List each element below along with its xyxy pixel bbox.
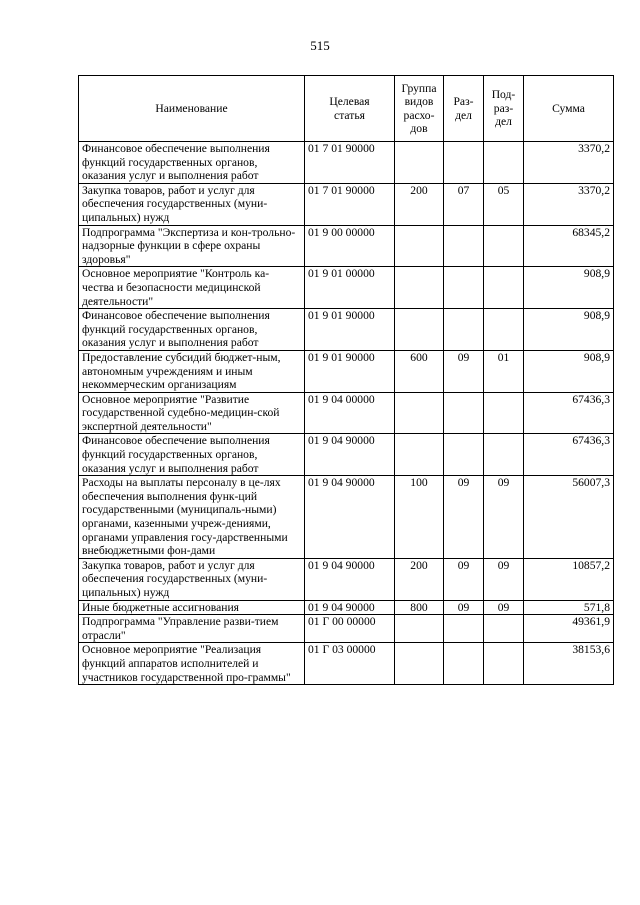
row-sum: 56007,3 <box>524 476 614 559</box>
row-sum: 67436,3 <box>524 392 614 434</box>
row-name: Закупка товаров, работ и услуг для обеспечения государственных (муни-ципальных) нужд <box>79 183 305 225</box>
row-expense-group: 200 <box>395 183 444 225</box>
row-name: Подпрограмма "Управление разви-тием отрасли" <box>79 615 305 643</box>
table-row <box>79 267 614 309</box>
row-section: 09 <box>444 350 484 392</box>
row-subsection: 09 <box>484 558 524 600</box>
row-sum: 571,8 <box>524 600 614 615</box>
row-target-article: 01 9 04 90000 <box>305 558 395 600</box>
header-name: Наименование <box>79 76 305 142</box>
row-subsection <box>484 615 524 643</box>
row-name: Иные бюджетные ассигнования <box>79 600 305 615</box>
row-expense-group <box>395 643 444 685</box>
row-target-article: 01 Г 00 00000 <box>305 615 395 643</box>
page-number: 515 <box>310 38 330 53</box>
row-sum: 908,9 <box>524 309 614 351</box>
row-name: Основное мероприятие "Реализация функций аппаратов исполнителей и участников государственной про-граммы" <box>79 643 305 685</box>
row-name: Основное мероприятие "Развитие государственной судебно-медицин-ской экспертной деятельности" <box>79 392 305 434</box>
row-sum: 49361,9 <box>524 615 614 643</box>
row-expense-group: 200 <box>395 558 444 600</box>
row-section: 09 <box>444 600 484 615</box>
row-target-article: 01 9 01 90000 <box>305 350 395 392</box>
table-row <box>79 615 614 643</box>
row-section <box>444 142 484 184</box>
row-name: Финансовое обеспечение выполнения функций государственных органов, оказания услуг и выполнения работ <box>79 309 305 351</box>
row-section <box>444 392 484 434</box>
row-subsection <box>484 309 524 351</box>
row-expense-group <box>395 142 444 184</box>
table-row <box>79 309 614 351</box>
row-target-article: 01 9 04 90000 <box>305 476 395 559</box>
row-name: Закупка товаров, работ и услуг для обеспечения государственных (муни-ципальных) нужд <box>79 558 305 600</box>
row-sum: 67436,3 <box>524 434 614 476</box>
row-expense-group <box>395 267 444 309</box>
table-row <box>79 558 614 600</box>
row-target-article: 01 Г 03 00000 <box>305 643 395 685</box>
row-sum: 908,9 <box>524 350 614 392</box>
row-name: Финансовое обеспечение выполнения функций государственных органов, оказания услуг и выполнения работ <box>79 434 305 476</box>
row-subsection <box>484 434 524 476</box>
row-section <box>444 267 484 309</box>
row-subsection <box>484 267 524 309</box>
row-target-article: 01 9 04 00000 <box>305 392 395 434</box>
row-expense-group: 800 <box>395 600 444 615</box>
table-row <box>79 142 614 184</box>
row-expense-group <box>395 434 444 476</box>
row-subsection <box>484 392 524 434</box>
row-subsection: 05 <box>484 183 524 225</box>
row-sum: 10857,2 <box>524 558 614 600</box>
row-target-article: 01 9 04 90000 <box>305 434 395 476</box>
row-target-article: 01 9 01 00000 <box>305 267 395 309</box>
table-row <box>79 476 614 559</box>
row-target-article: 01 9 04 90000 <box>305 600 395 615</box>
row-subsection: 09 <box>484 600 524 615</box>
row-sum: 908,9 <box>524 267 614 309</box>
table-row <box>79 350 614 392</box>
row-target-article: 01 9 01 90000 <box>305 309 395 351</box>
row-section <box>444 309 484 351</box>
row-section: 09 <box>444 476 484 559</box>
row-subsection <box>484 643 524 685</box>
table-row <box>79 643 614 685</box>
row-section <box>444 434 484 476</box>
header-row <box>79 76 614 142</box>
row-name: Расходы на выплаты персоналу в це-лях обеспечения выполнения функ-ций государственными (муниципаль-ными) органами, казенными учреж-дениями, органами управления госу-дарственными внебюджетными фон-дами <box>79 476 305 559</box>
table-row <box>79 600 614 615</box>
table-row <box>79 392 614 434</box>
row-expense-group <box>395 225 444 267</box>
row-section <box>444 615 484 643</box>
row-section: 07 <box>444 183 484 225</box>
row-expense-group <box>395 309 444 351</box>
table-row <box>79 434 614 476</box>
header-expense-group: Группа видов расхо- дов <box>395 76 444 142</box>
row-name: Подпрограмма "Экспертиза и кон-трольно-надзорные функции в сфере охраны здоровья" <box>79 225 305 267</box>
row-name: Основное мероприятие "Контроль ка-чества и безопасности медицинской деятельности" <box>79 267 305 309</box>
table-row <box>79 183 614 225</box>
row-sum: 38153,6 <box>524 643 614 685</box>
table-row <box>79 225 614 267</box>
header-subsection: Под- раз- дел <box>484 76 524 142</box>
row-sum: 3370,2 <box>524 183 614 225</box>
row-expense-group: 100 <box>395 476 444 559</box>
row-section <box>444 225 484 267</box>
row-expense-group: 600 <box>395 350 444 392</box>
row-subsection: 09 <box>484 476 524 559</box>
header-section: Раз- дел <box>444 76 484 142</box>
row-sum: 3370,2 <box>524 142 614 184</box>
row-sum: 68345,2 <box>524 225 614 267</box>
row-subsection <box>484 225 524 267</box>
row-target-article: 01 7 01 90000 <box>305 183 395 225</box>
row-section <box>444 643 484 685</box>
row-expense-group <box>395 615 444 643</box>
budget-table <box>78 75 614 685</box>
header-sum: Сумма <box>524 76 614 142</box>
row-name: Предоставление субсидий бюджет-ным, автономным учреждениям и иным некоммерческим организациям <box>79 350 305 392</box>
header-target-article: Целевая статья <box>305 76 395 142</box>
row-expense-group <box>395 392 444 434</box>
row-subsection <box>484 142 524 184</box>
row-target-article: 01 7 01 90000 <box>305 142 395 184</box>
row-section: 09 <box>444 558 484 600</box>
row-name: Финансовое обеспечение выполнения функций государственных органов, оказания услуг и выполнения работ <box>79 142 305 184</box>
row-target-article: 01 9 00 00000 <box>305 225 395 267</box>
row-subsection: 01 <box>484 350 524 392</box>
